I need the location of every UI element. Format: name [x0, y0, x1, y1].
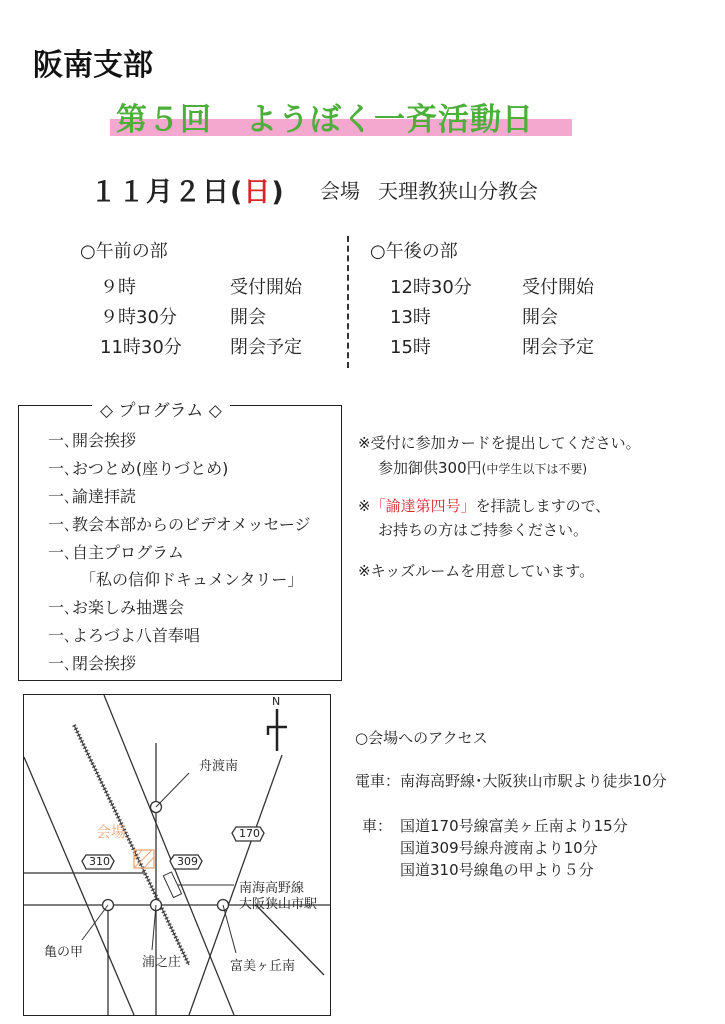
- program-subtitle: 「私の信仰ドキュメンタリー」: [80, 570, 304, 589]
- access-map: [23, 694, 331, 1016]
- program-item: 一､自主プログラム: [48, 543, 184, 562]
- label-venue: 会場: [96, 823, 127, 841]
- note-yutatsu: 「諭達第四号」: [370, 497, 476, 515]
- note-recitation: [358, 495, 610, 516]
- date-weekday: 日: [243, 177, 272, 208]
- event-venue: [320, 175, 538, 204]
- title-name: ようぼく一斉活動日: [246, 102, 534, 138]
- fee-exempt: (中学生以下は不要): [481, 462, 588, 476]
- program-item: 一､諭達拝読: [48, 487, 137, 506]
- schedule-divider: [347, 236, 349, 368]
- program-item: 一､お楽しみ抽選会: [48, 598, 185, 617]
- access-train: 電車：南海高野線･大阪狭山市駅より徒歩10分: [355, 772, 667, 790]
- access-heading: ○会場へのアクセス: [355, 729, 488, 747]
- label-funato: 舟渡南: [199, 759, 239, 774]
- label-uranosho: 浦之庄: [142, 955, 182, 970]
- morning-heading: ○午前の部: [80, 241, 168, 262]
- title-number: 第５回: [116, 102, 212, 138]
- afternoon-time-1: 12時30分: [390, 277, 472, 298]
- access-car-label: 車：: [362, 817, 393, 835]
- note-mark: ※: [358, 497, 371, 515]
- event-title: [116, 94, 534, 139]
- date-suffix: ): [271, 177, 285, 208]
- program-item: 一､閉会挨拶: [48, 654, 137, 673]
- label-route-309: 309: [177, 855, 198, 868]
- program-item: 一､おつとめ(座りづとめ): [48, 459, 229, 478]
- date-prefix: １１月２日(: [90, 177, 244, 208]
- note-bring: お持ちの方はご持参ください。: [378, 521, 589, 539]
- label-kamenoko: 亀の甲: [44, 945, 84, 960]
- event-date: [90, 170, 285, 209]
- access-car-1: 国道170号線富美ヶ丘南より15分: [400, 817, 628, 835]
- program-item: 一､教会本部からのビデオメッセージ: [48, 515, 311, 534]
- morning-event-3: 閉会予定: [230, 337, 302, 358]
- label-route-310: 310: [89, 855, 110, 868]
- morning-time-2: ９時30分: [100, 307, 177, 328]
- branch-name: 阪南支部: [33, 48, 153, 83]
- afternoon-heading: ○午後の部: [370, 241, 458, 262]
- afternoon-time-3: 15時: [390, 337, 431, 358]
- access-car-2: 国道309号線舟渡南より10分: [400, 839, 598, 857]
- program-item: 一､よろづよ八首奉唱: [48, 626, 200, 645]
- afternoon-time-2: 13時: [390, 307, 431, 328]
- access-car-3: 国道310号線亀の甲より５分: [400, 861, 594, 879]
- venue-name: 天理教狭山分教会: [378, 179, 538, 203]
- morning-event-1: 受付開始: [230, 277, 302, 298]
- morning-time-3: 11時30分: [100, 337, 182, 358]
- north-label: N: [272, 695, 281, 708]
- venue-label: 会場: [320, 179, 360, 203]
- label-route-170: 170: [239, 827, 260, 840]
- afternoon-event-3: 閉会予定: [522, 337, 594, 358]
- note-fee: [378, 457, 587, 478]
- note-recite-text: を拝読しますので、: [475, 497, 611, 515]
- program-heading: ◇ プログラム ◇: [92, 396, 230, 421]
- label-tomio: 富美ヶ丘南: [230, 959, 296, 974]
- label-station-line: 南海高野線: [239, 881, 305, 896]
- note-card: ※受付に参加カードを提出してください。: [358, 434, 641, 452]
- program-item: 一､開会挨拶: [48, 431, 137, 450]
- label-station-name: 大阪狭山市駅: [239, 897, 318, 912]
- road-west: [24, 757, 134, 1015]
- note-kids: ※キッズルームを用意しています。: [358, 562, 595, 580]
- fee-text: 参加御供300円: [378, 459, 482, 477]
- afternoon-event-2: 開会: [522, 307, 558, 328]
- afternoon-event-1: 受付開始: [522, 277, 594, 298]
- morning-time-1: ９時: [100, 277, 136, 298]
- morning-event-2: 開会: [230, 307, 266, 328]
